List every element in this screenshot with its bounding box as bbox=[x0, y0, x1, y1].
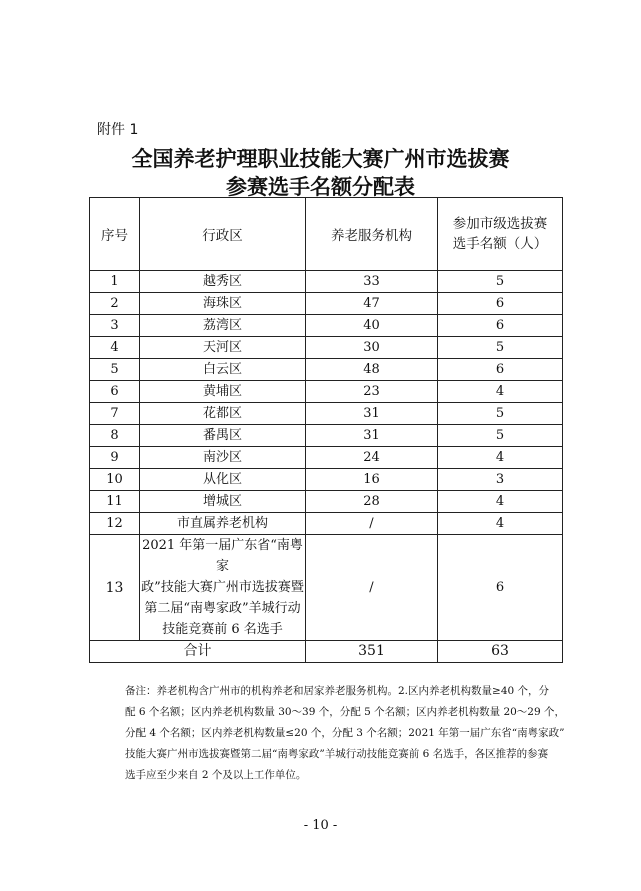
total-label: 合计 bbox=[90, 641, 306, 663]
table-row bbox=[90, 447, 563, 469]
cell-quota: 5 bbox=[438, 337, 563, 359]
cell-institutions: / bbox=[306, 535, 438, 641]
cell-district: 市直属养老机构 bbox=[140, 513, 306, 535]
special-line: 第二届“南粤家政”羊城行动 bbox=[144, 601, 301, 616]
attachment-label: 附件 1 bbox=[97, 122, 139, 138]
cell-quota: 6 bbox=[438, 535, 563, 641]
cell-quota: 4 bbox=[438, 513, 563, 535]
header-seq: 序号 bbox=[90, 198, 140, 271]
cell-institutions: 33 bbox=[306, 271, 438, 293]
header-institutions: 养老服务机构 bbox=[306, 198, 438, 271]
header-quota-line2: 选手名额（人） bbox=[452, 236, 548, 252]
table-row bbox=[90, 491, 563, 513]
cell-seq: 6 bbox=[90, 381, 140, 403]
cell-seq: 1 bbox=[90, 271, 140, 293]
cell-district-special bbox=[140, 535, 306, 641]
header-quota-line1: 参加市级选拔赛 bbox=[452, 216, 548, 232]
cell-quota: 5 bbox=[438, 271, 563, 293]
cell-seq: 12 bbox=[90, 513, 140, 535]
table-row bbox=[90, 271, 563, 293]
special-line: 2021 年第一届广东省“南粤家 bbox=[142, 538, 303, 574]
cell-institutions: 24 bbox=[306, 447, 438, 469]
special-line: 政”技能大赛广州市选拔赛暨 bbox=[141, 580, 304, 595]
cell-quota: 6 bbox=[438, 315, 563, 337]
cell-district: 海珠区 bbox=[140, 293, 306, 315]
header-quota bbox=[438, 198, 563, 271]
table-row bbox=[90, 425, 563, 447]
table-row bbox=[90, 403, 563, 425]
total-quota: 63 bbox=[438, 641, 563, 663]
cell-institutions: 30 bbox=[306, 337, 438, 359]
total-institutions: 351 bbox=[306, 641, 438, 663]
table-total-row bbox=[90, 641, 563, 663]
cell-quota: 6 bbox=[438, 293, 563, 315]
table-row bbox=[90, 381, 563, 403]
cell-district: 荔湾区 bbox=[140, 315, 306, 337]
footnote-line: 备注：养老机构含广州市的机构养老和居家养老服务机构。2.区内养老机构数量≥40 个，分 bbox=[125, 685, 550, 697]
cell-seq: 4 bbox=[90, 337, 140, 359]
table-row-special bbox=[90, 535, 563, 641]
cell-seq: 9 bbox=[90, 447, 140, 469]
document-subtitle: 参赛选手名额分配表 bbox=[226, 175, 415, 199]
cell-institutions: 31 bbox=[306, 425, 438, 447]
cell-seq: 11 bbox=[90, 491, 140, 513]
cell-seq: 5 bbox=[90, 359, 140, 381]
cell-institutions: 23 bbox=[306, 381, 438, 403]
cell-seq: 7 bbox=[90, 403, 140, 425]
cell-district: 黄埔区 bbox=[140, 381, 306, 403]
table-row bbox=[90, 315, 563, 337]
cell-institutions: / bbox=[306, 513, 438, 535]
cell-district: 花都区 bbox=[140, 403, 306, 425]
cell-quota: 5 bbox=[438, 403, 563, 425]
cell-institutions: 48 bbox=[306, 359, 438, 381]
table-row bbox=[90, 293, 563, 315]
quota-allocation-table bbox=[89, 197, 563, 663]
cell-seq: 8 bbox=[90, 425, 140, 447]
cell-district: 从化区 bbox=[140, 469, 306, 491]
cell-district: 天河区 bbox=[140, 337, 306, 359]
page-number: - 10 - bbox=[303, 818, 338, 833]
header-district: 行政区 bbox=[140, 198, 306, 271]
footnote-line: 配 6 个名额；区内养老机构数量 30～39 个，分配 5 个名额；区内养老机构数量 20～29 个， bbox=[125, 706, 566, 718]
table-row bbox=[90, 359, 563, 381]
table-row bbox=[90, 469, 563, 491]
document-title: 全国养老护理职业技能大赛广州市选拔赛 bbox=[131, 147, 510, 171]
cell-quota: 4 bbox=[438, 491, 563, 513]
footnote-line: 分配 4 个名额；区内养老机构数量≤20 个，分配 3 个名额；2021 年第一届广东省“南粤家政” bbox=[125, 727, 565, 739]
cell-seq: 13 bbox=[90, 535, 140, 641]
cell-seq: 10 bbox=[90, 469, 140, 491]
cell-district: 白云区 bbox=[140, 359, 306, 381]
cell-quota: 4 bbox=[438, 447, 563, 469]
cell-district: 增城区 bbox=[140, 491, 306, 513]
table-row bbox=[90, 513, 563, 535]
cell-quota: 4 bbox=[438, 381, 563, 403]
cell-quota: 5 bbox=[438, 425, 563, 447]
cell-seq: 3 bbox=[90, 315, 140, 337]
table-row bbox=[90, 337, 563, 359]
footnote-line: 技能大赛广州市选拔赛暨第二届“南粤家政”羊城行动技能竞赛前 6 名选手，各区推荐的参赛 bbox=[125, 748, 549, 760]
footnote bbox=[125, 681, 565, 786]
cell-quota: 6 bbox=[438, 359, 563, 381]
cell-institutions: 31 bbox=[306, 403, 438, 425]
special-line: 技能竞赛前 6 名选手 bbox=[162, 622, 283, 637]
cell-seq: 2 bbox=[90, 293, 140, 315]
cell-quota: 3 bbox=[438, 469, 563, 491]
cell-institutions: 47 bbox=[306, 293, 438, 315]
cell-district: 越秀区 bbox=[140, 271, 306, 293]
cell-institutions: 28 bbox=[306, 491, 438, 513]
cell-institutions: 16 bbox=[306, 469, 438, 491]
footnote-line: 选手应至少来自 2 个及以上工作单位。 bbox=[125, 769, 307, 781]
cell-institutions: 40 bbox=[306, 315, 438, 337]
table-header-row bbox=[90, 198, 563, 271]
cell-district: 南沙区 bbox=[140, 447, 306, 469]
cell-district: 番禺区 bbox=[140, 425, 306, 447]
